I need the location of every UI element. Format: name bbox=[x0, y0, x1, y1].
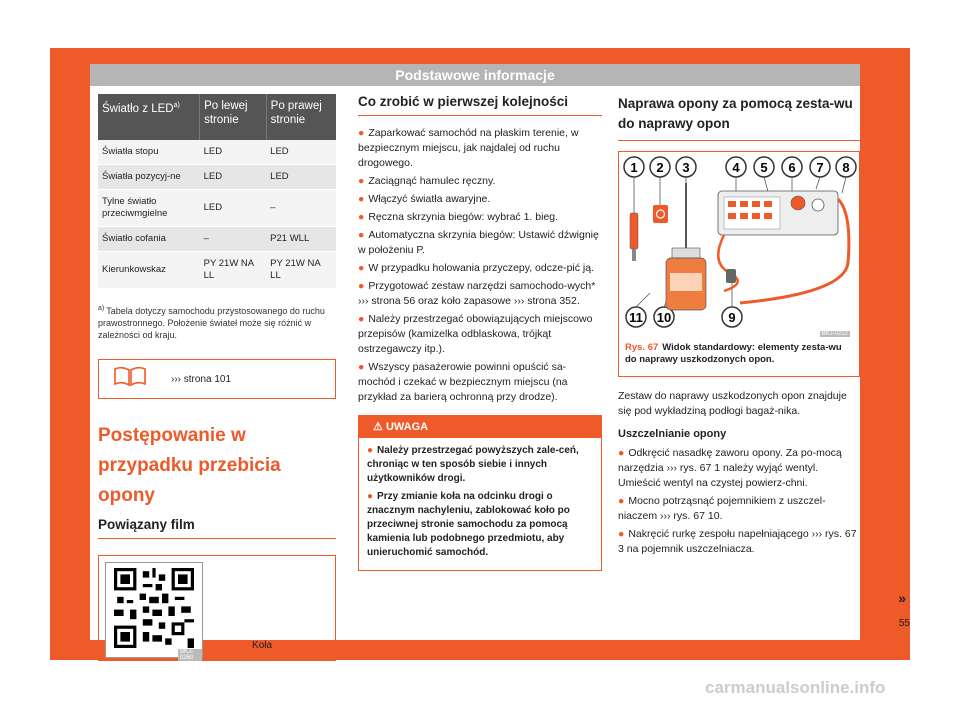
svg-text:9: 9 bbox=[728, 310, 736, 325]
svg-text:7: 7 bbox=[816, 160, 824, 175]
callout-3 bbox=[676, 157, 696, 177]
list-item: ● Automatyczna skrzynia biegów: Ustawić dźwignię w położeniu P. bbox=[358, 229, 599, 256]
section-title: Postępowanie w przypadku przebicia opony bbox=[98, 425, 281, 506]
qr-code-icon bbox=[114, 568, 194, 648]
list-item: ● Mocno potrząsnąć pojemnikiem z uszczel-niaczem ››› rys. 67 10. bbox=[618, 495, 826, 522]
link-text[interactable]: ››› strona 101 bbox=[171, 373, 232, 385]
list-item: ● Zaparkować samochód na płaskim terenie, w bezpiecznym miejscu, jak najdalej od ruchu drogowego. bbox=[358, 127, 579, 169]
video-link-box[interactable] bbox=[98, 359, 336, 399]
warning-header: ⚠ UWAGA bbox=[359, 416, 601, 438]
svg-text:3: 3 bbox=[682, 160, 690, 175]
list-item: ● Należy przestrzegać powyższych zale-ceń, chroniąc w ten sposób siebie i innych użytkowników drogi. bbox=[367, 445, 579, 484]
svg-text:10: 10 bbox=[656, 310, 672, 325]
svg-text:2: 2 bbox=[656, 160, 664, 175]
callout-2 bbox=[650, 157, 670, 177]
table-row: Światła pozycyj-ne LED LED bbox=[98, 165, 336, 190]
divider bbox=[98, 538, 336, 539]
watermark: carmanualsonline.info bbox=[705, 678, 886, 697]
subheading: Uszczelnianie opony bbox=[618, 428, 727, 440]
list-item: ● Przygotować zestaw narzędzi samochodo-wych* ››› strona 56 oraz koło zapasowe ››› strona 352. bbox=[358, 280, 596, 307]
page-header: Podstawowe informacje bbox=[90, 64, 860, 86]
svg-text:6: 6 bbox=[788, 160, 796, 175]
section-subtitle: Powiązany film bbox=[98, 517, 195, 532]
svg-text:11: 11 bbox=[629, 310, 643, 325]
callout-5 bbox=[754, 157, 774, 177]
middle-column bbox=[358, 94, 602, 571]
svg-text:4: 4 bbox=[732, 160, 740, 175]
repair-kit-figure bbox=[618, 151, 860, 377]
warning-icon: ⚠ bbox=[373, 421, 383, 433]
repair-instructions bbox=[618, 389, 860, 557]
intro-text: Zestaw do naprawy uszkodzonych opon znajduje się pod wykładziną podłogi bagaż-nika. bbox=[618, 390, 847, 417]
callout-11 bbox=[626, 307, 646, 327]
qr-image-code: BKJ-0260 bbox=[178, 649, 202, 661]
callout-8 bbox=[836, 157, 856, 177]
list-item: ● Zaciągnąć hamulec ręczny. bbox=[358, 175, 496, 187]
table-row: Kierunkowskaz PY 21W NA LL PY 21W NA LL bbox=[98, 252, 336, 289]
list-item: ● Należy przestrzegać obowiązujących miejscowo przepisów (kamizelka odblaskowa, trójkąt ostrzegawczy itp.). bbox=[358, 313, 593, 355]
table-header-left: Po lewej stronie bbox=[200, 94, 267, 140]
svg-text:8: 8 bbox=[842, 160, 850, 175]
middle-title: Co zrobić w pierwszej kolejności bbox=[358, 94, 602, 116]
list-item: ● Odkręcić nasadkę zaworu opony. Za po-mocą narzędzia ››› rys. 67 1 należy wyjąć wentyl. Umieścić wentyl na czystej powierz-chni. bbox=[618, 447, 842, 489]
right-column bbox=[618, 94, 860, 560]
table-row: Światło cofania – P21 WLL bbox=[98, 227, 336, 252]
table-row: Tylne światło przeciwmgielne LED – bbox=[98, 190, 336, 227]
callout-4 bbox=[726, 157, 746, 177]
callout-6 bbox=[782, 157, 802, 177]
figure-caption: Rys. 67 Widok standardowy: elementy zesta-wu do naprawy uszkodzonych opon. bbox=[625, 342, 842, 365]
list-item: ● W przypadku holowania przyczepy, odcze-pić ją. bbox=[358, 262, 595, 274]
table-header-led: Światło z LED$^{a)}$ bbox=[98, 94, 200, 140]
page-number: 55 bbox=[898, 618, 910, 629]
svg-text:5: 5 bbox=[760, 160, 768, 175]
list-item: ● Włączyć światła awaryjne. bbox=[358, 193, 491, 205]
repair-kit-illustration bbox=[620, 153, 858, 339]
list-item: ● Nakręcić rurkę zespołu napełniającego ››› rys. 67 3 na pojemnik uszczelniacza. bbox=[618, 528, 857, 555]
table-row: Światła stopu LED LED bbox=[98, 140, 336, 165]
callout-7 bbox=[810, 157, 830, 177]
list-item: ● Przy zmianie koła na odcinku drogi o znacznym nachyleniu, zablokować koło po przeciwnej stronie samochodu za pomocą kamienia lub podobnego przedmiotu, aby unieruchomić samochód. bbox=[367, 491, 570, 558]
callout-1 bbox=[624, 157, 644, 177]
table-footnote: $^{a)}$ Tabela dotyczy samochodu przystosowanego do ruchu prawostronnego. Położenie świateł może się różnić w zależności od kraju. bbox=[98, 305, 325, 340]
left-column bbox=[98, 94, 336, 661]
lamp-table bbox=[98, 94, 336, 289]
qr-caption: Rys. 66 Koła bbox=[211, 640, 273, 651]
figure-code: BKJ-0212 bbox=[821, 331, 848, 337]
callout-9 bbox=[722, 307, 742, 327]
qr-code[interactable] bbox=[105, 562, 203, 661]
warning-body bbox=[359, 438, 601, 570]
first-steps-list bbox=[358, 126, 602, 405]
qr-figure bbox=[98, 555, 336, 661]
book-icon bbox=[113, 365, 149, 393]
table-header-right: Po prawej stronie bbox=[266, 94, 336, 140]
list-item: ● Wszyscy pasażerowie powinni opuścić sa-mochód i czekać w bezpiecznym miejscu (na przykład za barierą ochronną przy drodze). bbox=[358, 361, 568, 403]
right-title: Naprawa opony za pomocą zesta-wu do naprawy opon bbox=[618, 94, 860, 141]
warning-box bbox=[358, 415, 602, 571]
svg-text:1: 1 bbox=[630, 160, 638, 175]
continue-marker: » bbox=[898, 590, 906, 606]
list-item: ● Ręczna skrzynia biegów: wybrać 1. bieg. bbox=[358, 211, 559, 223]
